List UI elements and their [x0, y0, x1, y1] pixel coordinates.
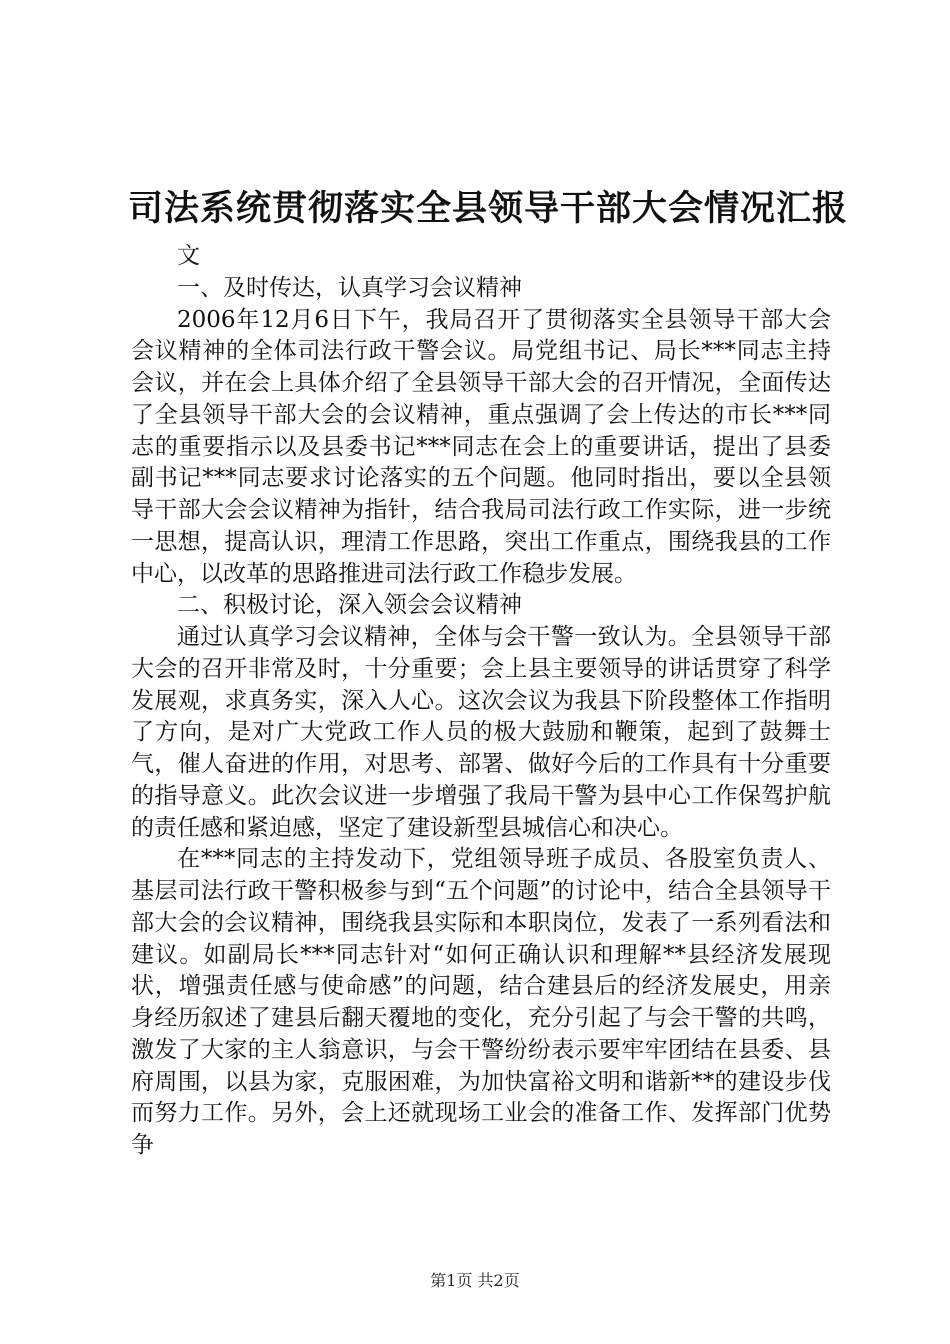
section-heading-2: 二、积极讨论，深入领会会议精神	[177, 592, 522, 619]
paragraph-3: 在***同志的主持发动下，党组领导班子成员、各股室负责人、基层司法行政干警积极参与到“五个问题”的讨论中，结合全县领导干部大会的会议精神，围绕我县实际和本职岗位，发表了一系列看法和建议。如副局长***同志针对“如何正确认识和理解**县经济发展现状，增强责任感与使命感”的问题，结合建县后的经济发展史，用亲身经历叙述了建县后翻天覆地的变化，充分引起了与会干警的共鸣，激发了大家的主人翁意识，与会干警纷纷表示要牢牢团结在县委、县府周围，以县为家，克服困难，为加快富裕文明和谐新**的建设步伐而努力工作。另外，会上还就现场工业会的准备工作、发挥部门优势争	[131, 846, 831, 1158]
page-footer: 第1页 共2页	[430, 1271, 520, 1290]
paragraph-1: 2006年12月6日下午，我局召开了贯彻落实全县领导干部大会会议精神的全体司法行政干警会议。局党组书记、局长***同志主持会议，并在会上具体介绍了全县领导干部大会的召开情况，全面传达了全县领导干部大会的会议精神，重点强调了会上传达的市长***同志的重要指示以及县委书记***同志在会上的重要讲话，提出了县委副书记***同志要求讨论落实的五个问题。他同时指出，要以全县领导干部大会会议精神为指针，结合我局司法行政工作实际，进一步统一思想，提高认识，理清工作思路，突出工作重点，围绕我县的工作中心，以改革的思路推进司法行政工作稳步发展。	[131, 306, 831, 587]
document-body	[131, 241, 831, 1162]
document-subtitle: 文	[177, 243, 200, 269]
document-title: 司法系统贯彻落实全县领导干部大会情况汇报	[128, 188, 849, 229]
section-heading-1: 一、及时传达，认真学习会议精神	[177, 274, 522, 301]
paragraph-2: 通过认真学习会议精神，全体与会干警一致认为。全县领导干部大会的召开非常及时，十分重要；会上县主要领导的讲话贯穿了科学发展观，求真务实，深入人心。这次会议为我县下阶段整体工作指明了方向，是对广大党政工作人员的极大鼓励和鞭策，起到了鼓舞士气，催人奋进的作用，对思考、部署、做好今后的工作具有十分重要的指导意义。此次会议进一步增强了我局干警为县中心工作保驾护航的责任感和紧迫感，坚定了建设新型县城信心和决心。	[131, 624, 831, 841]
